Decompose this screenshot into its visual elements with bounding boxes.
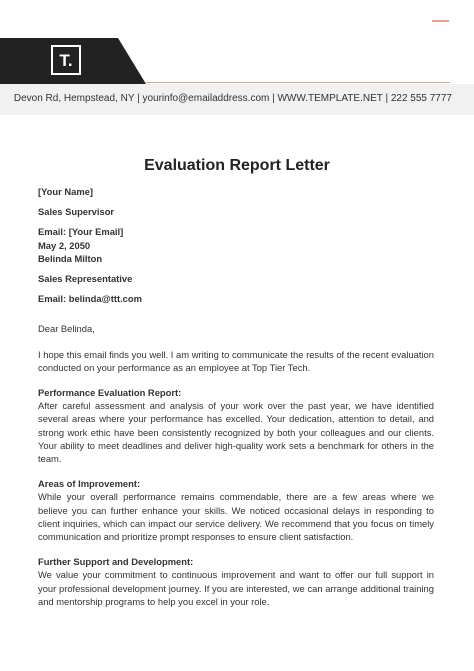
recipient-position: Sales Representative [38,273,133,285]
header-accent-rule [146,82,450,83]
section-heading-improvement: Areas of Improvement: [38,478,141,490]
document-title: Evaluation Report Letter [144,157,330,174]
section-heading-performance: Performance Evaluation Report: [38,387,182,399]
intro-paragraph: I hope this email finds you well. I am writing to communicate the results of the recent evaluation conducted on your performance as an employee at Top Tier Tech. [38,348,434,373]
salutation: Dear Belinda, [38,323,95,335]
letter-body [38,185,434,608]
recipient-name: Belinda Milton [38,252,103,264]
sender-name: [Your Name] [38,186,94,197]
section-body-improvement: While your overall performance remains commendable, there are a few areas where we believe you can further enhance your skills. We noticed occasional delays in responding to client inquiries, which can impact our service delivery. We recommend that you focus on timely communication and prioritize prompt responses to ensure client satisfaction. [38,491,434,543]
section-body-support: We value your commitment to continuous improvement and want to offer our full support in your professional development journey. If you are interested, we can arrange additional training and mentorship programs to help you excel in your role. [38,569,434,607]
contact-info: Devon Rd, Hempstead, NY | yourinfo@emailaddress.com | WWW.TEMPLATE.NET | 222 555 7777 [13,93,452,104]
letter-date: May 2, 2050 [38,239,91,251]
section-heading-support: Further Support and Development: [38,556,194,568]
sender-position: Sales Supervisor [38,206,115,218]
section-body-performance: After careful assessment and analysis of your work over the past year, we have identified several areas where your performance has excelled. Your dedication, attention to detail, and strong work ethic have been consistently recognized by both your colleagues and our clients. Your ability to meet deadlines and deliver high-quality work sets a benchmark for others in the team. [38,400,434,465]
logo-mark [53,47,79,73]
logo-letter: T. [59,50,73,70]
company-logo [51,45,81,75]
accent-line-top [432,20,449,22]
recipient-email: Email: belinda@ttt.com [38,293,142,305]
sender-email: Email: [Your Email] [38,226,124,238]
